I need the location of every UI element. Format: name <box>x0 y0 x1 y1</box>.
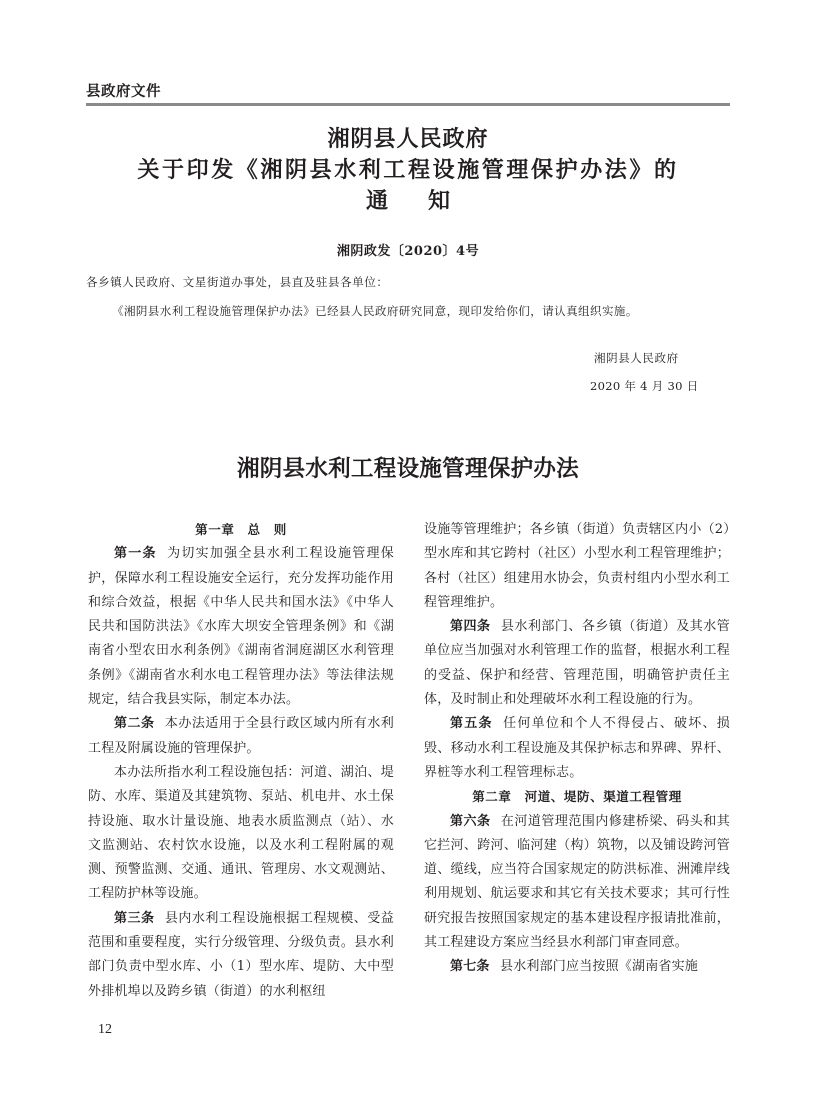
article-6 <box>424 810 730 956</box>
page-number: 12 <box>98 1022 112 1037</box>
chapter-2-heading: 第二章 河道、堤防、渠道工程管理 <box>472 789 682 805</box>
article-4-text: 县水利部门、各乡镇（街道）及其水管单位应当加强对水利管理工作的监督，根据水利工程的受益、保护和经营、管理范围，明确管护责任主体，及时制止和处理破坏水利工程设施的行为。 <box>424 619 730 708</box>
article-2-paragraph-2: 本办法所指水利工程设施包括：河道、湖泊、堤防、水库、渠道及其建筑物、泵站、机电井、水土保持设施、取水计量设施、地表水质监测点（站）、水文监测站、农村饮水设施，以及水利工程附属的观测、预警监测、交通、通讯、管理房、水文观测站、工程防护林等设施。 <box>88 764 394 902</box>
article-3-continued: 设施等管理维护；各乡镇（街道）负责辖区内小（2）型水库和其它跨村（社区）小型水利工程管理维护；各村（社区）组建用水协会，负责村组内小型水利工程管理维护。 <box>424 522 730 610</box>
article-2-text: 本办法适用于全县行政区域内所有水利工程及附属设施的管理保护。 <box>88 716 394 756</box>
article-3-label: 第三条 <box>114 910 155 926</box>
article-4 <box>424 615 730 712</box>
addressees: 各乡镇人民政府、文星街道办事处，县直及驻县各单位： <box>86 275 389 289</box>
running-header: 县政府文件 <box>86 84 161 100</box>
article-3-text: 县内水利工程设施根据工程规模、受益范围和重要程度，实行分级管理、分级负责。县水利部门负责中型水库、小（1）型水库、堤防、大中型外排机埠以及跨乡镇（街道）的水利枢纽 <box>88 910 394 999</box>
article-7-text: 县水利部门应当按照《湖南省实施 <box>500 959 699 975</box>
notice-body: 《湘阴县水利工程设施管理保护办法》已经县人民政府研究同意，现印发给你们，请认真组织实施。 <box>112 304 638 318</box>
header-rule <box>86 103 730 106</box>
document-number: 湘阴政发〔2020〕4号 <box>336 244 480 259</box>
article-1 <box>88 542 394 712</box>
article-4-label: 第四条 <box>450 619 491 635</box>
signature-date: 2020 年 4 月 30 日 <box>590 379 699 393</box>
chapter-1-heading: 第一章 总 则 <box>195 522 287 537</box>
right-column <box>424 518 730 980</box>
article-6-text: 在河道管理范围内修建桥梁、码头和其它拦河、跨河、临河建（构）筑物，以及铺设跨河管道、缆线，应当符合国家规定的防洪标准、洲滩岸线利用规划、航运要求和其它有关技术要求；其可行性研究报告按照国家规定的基本建设程序报请批准前，其工程建设方案应当经县水利部门审查同意。 <box>424 813 730 951</box>
signature-organization: 湘阴县人民政府 <box>594 351 679 365</box>
notice-title-line-1: 湘阴县人民政府 <box>327 126 489 152</box>
article-3 <box>88 907 394 1004</box>
article-5-label: 第五条 <box>450 716 493 732</box>
article-7 <box>424 955 730 979</box>
article-2-label: 第二条 <box>114 716 155 732</box>
left-column <box>88 518 394 1004</box>
article-2 <box>88 712 394 761</box>
article-1-text: 为切实加强全县水利工程设施管理保护，保障水利工程设施安全运行，充分发挥功能作用和综合效益，根据《中华人民共和国水法》《中华人民共和国防洪法》《水库大坝安全管理条例》和《湖南省小型农田水利条例》《湖南省洞庭湖区水利管理条例》《湖南省水利水电工程管理办法》等法律法规规定，结合我县实际，制定本办法。 <box>88 546 394 708</box>
article-5 <box>424 712 730 785</box>
article-1-label: 第一条 <box>114 546 157 562</box>
article-5-text: 任何单位和个人不得侵占、破坏、损毁、移动水利工程设施及其保护标志和界碑、界杆、界桩等水利工程管理标志。 <box>424 716 730 780</box>
notice-title-line-3: 通知 <box>365 188 490 214</box>
article-7-label: 第七条 <box>450 959 490 975</box>
measures-title: 湘阴县水利工程设施管理保护办法 <box>236 456 579 482</box>
article-6-label: 第六条 <box>450 813 491 829</box>
notice-title-line-2: 关于印发《湘阴县水利工程设施管理保护办法》的 <box>137 157 679 183</box>
